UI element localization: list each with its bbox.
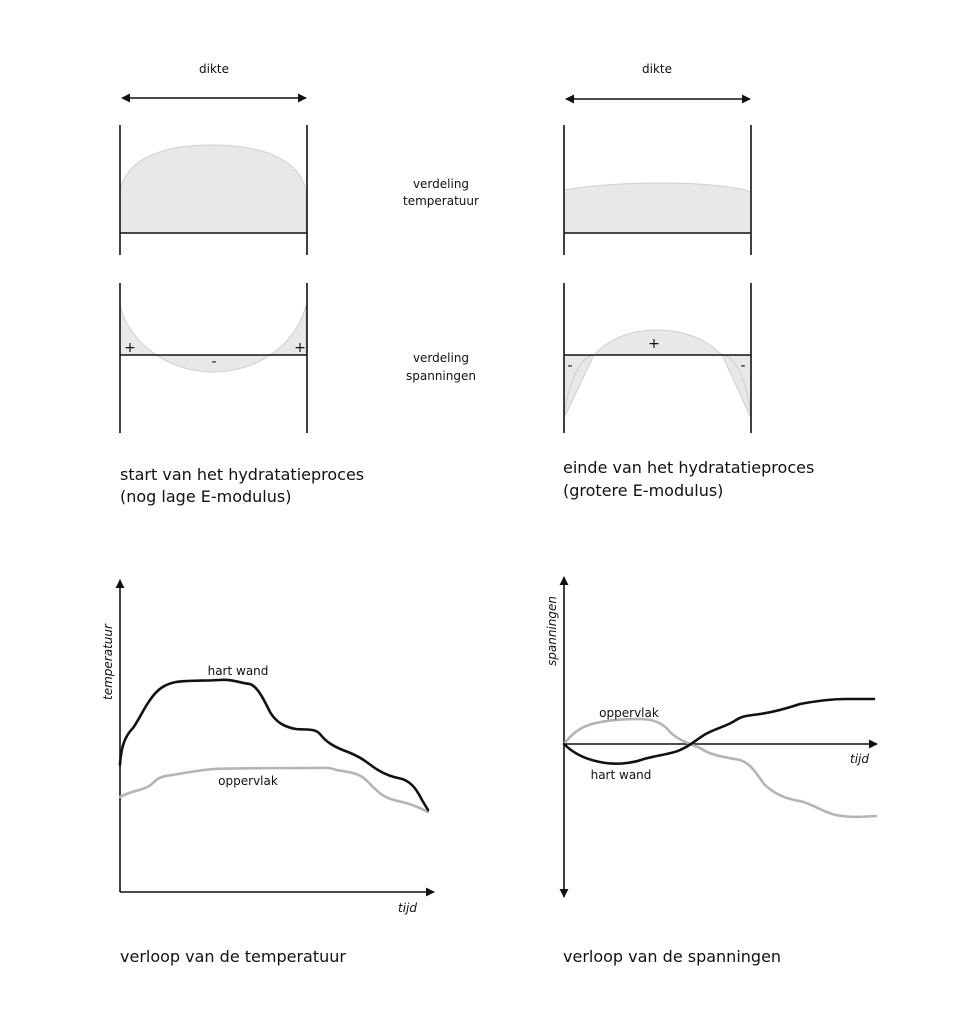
temperature-core-curve xyxy=(120,680,428,810)
left-caption-line-2: (nog lage E-modulus) xyxy=(120,487,292,506)
right-sign-middle: + xyxy=(648,336,660,352)
right-sign-edge-left: - xyxy=(567,358,573,374)
left-sign-edge-right: + xyxy=(294,340,306,356)
temperature-x-axis-label: tijd xyxy=(398,901,417,915)
row-label-stress xyxy=(406,351,476,383)
temperature-y-axis-label: temperatuur xyxy=(101,624,115,700)
left-stress-distribution xyxy=(120,283,307,433)
temperature-core-label: hart wand xyxy=(207,664,269,678)
row-label-temperature-line-2: temperatuur xyxy=(403,194,479,208)
right-stress-distribution xyxy=(564,283,751,433)
left-sign-middle: - xyxy=(211,354,217,370)
left-caption-line-1: start van het hydratatieproces xyxy=(120,465,365,484)
temperature-surface-label: oppervlak xyxy=(218,774,278,788)
right-thickness-dimension xyxy=(566,62,750,99)
row-label-temperature-line-1: verdeling xyxy=(412,177,470,191)
left-temperature-profile xyxy=(120,145,306,233)
temperature-chart-caption: verloop van de temperatuur xyxy=(120,947,346,966)
stress-x-axis-label: tijd xyxy=(850,752,869,766)
right-caption-line-1: einde van het hydratatieproces xyxy=(563,458,815,477)
right-caption xyxy=(563,458,814,500)
row-label-temperature xyxy=(403,177,479,208)
stress-core-label: hart wand xyxy=(590,768,652,782)
left-thickness-dimension xyxy=(122,62,306,98)
right-sign-edge-right: - xyxy=(740,358,746,374)
left-sign-edge-left: + xyxy=(124,340,136,356)
stress-chart xyxy=(545,577,877,966)
left-caption xyxy=(120,465,364,506)
left-temperature-distribution xyxy=(120,125,307,255)
stress-surface-label: oppervlak xyxy=(599,706,659,720)
right-caption-line-2: (grotere E-modulus) xyxy=(563,481,724,500)
row-label-stress-line-2: spanningen xyxy=(406,369,476,383)
row-label-stress-line-1: verdeling xyxy=(412,351,470,365)
stress-chart-caption: verloop van de spanningen xyxy=(563,947,782,966)
left-thickness-label: dikte xyxy=(199,62,229,76)
stress-y-axis-label: spanningen xyxy=(545,596,559,666)
temperature-chart xyxy=(101,580,434,966)
right-temperature-profile xyxy=(564,183,751,233)
right-thickness-label: dikte xyxy=(642,62,672,76)
right-temperature-distribution xyxy=(564,125,751,255)
